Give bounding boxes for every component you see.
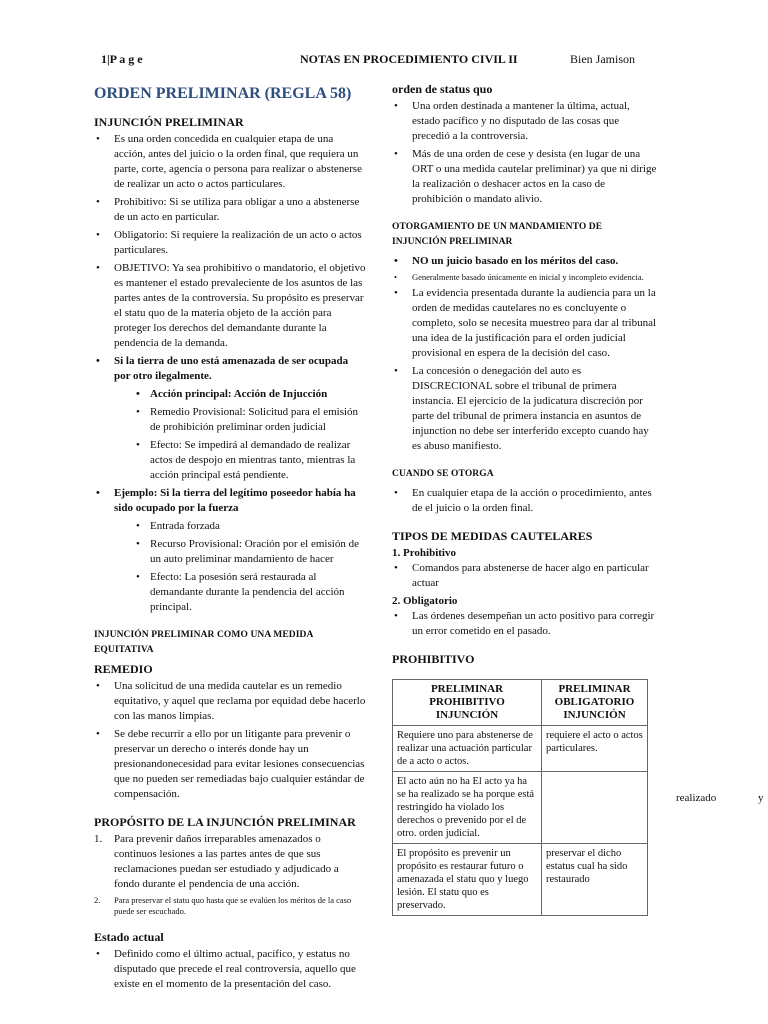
right-column [392, 82, 657, 916]
table-cell: El acto aún no ha El acto ya ha se ha realizado se ha porque está restringido ha violado los derechos o prevenido por el de otro. orden judicial. [393, 772, 542, 844]
list-item: • Una orden destinada a mantener la última, actual, estado pacífico y no disputado de las cosas que precedió a la controversia. [392, 99, 657, 144]
inj-list [94, 132, 366, 384]
list-item: • Entrada forzada [94, 519, 366, 534]
comparison-table [392, 679, 648, 916]
list-item: 2. Para preservar el statu quo hasta que se evalúen los méritos de la caso puede ser escuchado. [94, 895, 352, 916]
author-name: Bien Jamison [570, 52, 635, 66]
list-item: • Generalmente basado únicamente en inicial y incompleto evidencia. [392, 272, 657, 283]
list-item: • OBJETIVO: Ya sea prohibitivo o mandatorio, el objetivo es mantener el estado prevaleciente de los asuntos de las partes antes de la controversia. Su propósito es preservar el statu quo de la materia objeto de la acción para proteger los derechos del demandante durante la pendencia de la demanda. [94, 261, 366, 351]
list-item: • Se debe recurrir a ello por un litigante para prevenir o preservar un derecho o interés donde hay un presionandonecesidad para evitar lesiones consecuencias que no pueden ser remediadas bajo cualquier estándar de compensación. [94, 727, 366, 802]
doc-title: NOTAS EN PROCEDIMIENTO CIVIL II [300, 52, 518, 66]
table-cell: Requiere uno para abstenerse de realizar una actuación particular de a acto o actos. [393, 726, 542, 772]
status-list [392, 99, 657, 207]
when-heading: CUANDO SE OTORGA [392, 469, 494, 479]
types-heading: TIPOS DE MEDIDAS CAUTELARES [392, 529, 593, 543]
equit-subheading: REMEDIO [94, 662, 153, 676]
list-item: • En cualquier etapa de la acción o procedimiento, antes de el juicio o la orden final. [392, 486, 657, 516]
type-2-label: 2. Obligatorio [392, 595, 458, 607]
purpose-list [94, 832, 366, 917]
page-number: 1|P a g e [101, 52, 143, 66]
estado-list [94, 947, 366, 992]
list-item: • La concesión o denegación del auto es DISCRECIONAL sobre el tribunal de primera instancia. El ejercicio de la judicatura discreción por parte del tribunal de primera instancia en asuntos de injunction no debe ser interferido excepto cuando hay es abuso manifiesto. [392, 364, 657, 454]
table-header: PRELIMINAR OBLIGATORIO INJUNCIÓN [542, 680, 648, 726]
left-column [94, 86, 366, 995]
inj-heading: INJUNCIÓN PRELIMINAR [94, 115, 244, 129]
list-item: • Obligatorio: Si requiere la realización de un acto o actos particulares. [94, 228, 366, 258]
example-list [94, 486, 366, 516]
section-title: ORDEN PRELIMINAR (REGLA 58) [94, 85, 352, 102]
grant-list [392, 254, 657, 454]
sub-list-1 [94, 387, 366, 483]
table-cell [542, 772, 648, 844]
list-item: • Remedio Provisional: Solicitud para el emisión de prohibición preliminar orden judicial [94, 405, 366, 435]
estado-heading: Estado actual [94, 930, 164, 944]
list-item: • Las órdenes desempeñan un acto positivo para corregir un error cometido en el pasado. [392, 609, 657, 639]
list-item: • Si la tierra de uno está amenazada de ser ocupada por otro ilegalmente. [94, 354, 366, 384]
list-item: • Ejemplo: Si la tierra del legítimo poseedor había ha sido ocupado por la fuerza [94, 486, 366, 516]
list-item: • Efecto: La posesión será restaurada al demandante durante la pendencia del acción principal. [94, 570, 366, 615]
equit-list [94, 679, 366, 802]
list-item: • Más de una orden de cese y desista (en lugar de una ORT o una medida cautelar preliminar) ya que ni dirige la realización o deshacer actos en la caso de prohibición o mandato alivio. [392, 147, 657, 207]
list-item: 1. Para prevenir daños irreparables amenazados o continuos lesiones a las partes antes de que sus reclamaciones puedan ser estudiado y adjudicado a fondo durante el pendencia de una acción. [94, 833, 339, 890]
list-item: • Recurso Provisional: Oración por el emisión de un auto preliminar mandamiento de hacer [94, 537, 366, 567]
table-cell: requiere el acto o actos particulares. [542, 726, 648, 772]
prohibitivo-label: PROHIBITIVO [392, 652, 475, 666]
overflow-text: realizado [676, 792, 717, 804]
table-row [393, 726, 648, 772]
list-item: • NO un juicio basado en los méritos del caso. [392, 254, 657, 269]
overflow-text: y [758, 792, 764, 804]
equit-heading: INJUNCIÓN PRELIMINAR COMO UNA MEDIDA EQUITATIVA [94, 630, 313, 655]
list-item: • Acción principal: Acción de Injucción [94, 387, 366, 402]
table-cell: preservar el dicho estatus cual ha sido restaurado [542, 844, 648, 916]
table-row [393, 772, 648, 844]
type-2-list [392, 609, 657, 639]
list-item: • La evidencia presentada durante la audiencia para un la orden de medidas cautelares no es concluyente o completo, solo se necesita muestreo para dar al tribunal una idea de la justificación para el orden judicial provisional en espera de la decisión del caso. [392, 286, 657, 361]
list-item: • Definido como el último actual, pacífico, y estatus no disputado que precede el real controversia, aquello que existe en el momento de la presentación del caso. [94, 947, 366, 992]
sub-list-2 [94, 519, 366, 615]
list-item: • Efecto: Se impedirá al demandado de realizar actos de despojo en mientras tanto, mientras la acción principal está pendiente. [94, 438, 366, 483]
table-cell: El propósito es prevenir un propósito es restaurar futuro o amenazada el statu quo y luego lesión. El statu quo es preservado. [393, 844, 542, 916]
grant-heading: OTORGAMIENTO DE UN MANDAMIENTO DE INJUNCIÓN PRELIMINAR [392, 222, 603, 247]
type-1-label: 1. Prohibitivo [392, 547, 456, 559]
list-item: • Una solicitud de una medida cautelar es un remedio equitativo, y aquel que reclama por equidad debe hacerlo con las manos limpias. [94, 679, 366, 724]
when-list [392, 486, 657, 516]
list-item: • Es una orden concedida en cualquier etapa de una acción, antes del juicio o la orden final, que requiera un parte, corte, agencia o persona para realizar o abstenerse de realizar un acto o actos particulares. [94, 132, 366, 192]
type-1-list [392, 561, 657, 591]
status-heading: orden de status quo [392, 82, 493, 96]
list-item: • Comandos para abstenerse de hacer algo en particular actuar [392, 561, 657, 591]
purpose-heading: PROPÓSITO DE LA INJUNCIÓN PRELIMINAR [94, 815, 356, 829]
table-row [393, 844, 648, 916]
list-item: • Prohibitivo: Si se utiliza para obligar a uno a abstenerse de un acto en particular. [94, 195, 366, 225]
table-header: PRELIMINAR PROHIBITIVO INJUNCIÓN [393, 680, 542, 726]
